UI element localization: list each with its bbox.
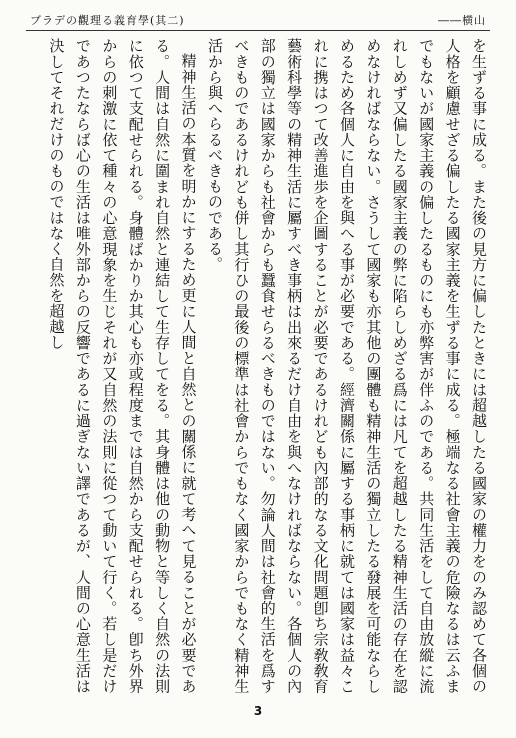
running-header-author: ――横山 xyxy=(438,14,486,27)
page-number: 3 xyxy=(253,704,263,718)
running-header-title: ブラデの觀理る義育學(其二) xyxy=(30,14,185,27)
paragraph-2: 精神生活の本質を明かにするため更に人間と自然との關係に就て考へて見ることが必要である。人間は自然に圍まれ自然と連結して生存してをる。其身體は他の動物と等しく自然の法則に依つて支配せられる。身體ばかりか其心も亦或程度までは自然から支配せられる。卽ち外界からの刺激に依て種々の心意現象を生じそれが又自然の法則に從つて動いて行く。若し是だけであつたならば心の生活は唯外部からの反響であるに過ぎない譯であるが、人間の心意生活は決してそれだけのものではなく自然を超越し xyxy=(47,38,198,694)
running-header xyxy=(30,12,486,28)
paragraph-1: を生ずる事に成る。また後の見方に偏したときには超越したる國家の權力をのみ認めて各個の人格を顧慮せざる偏したる國家主義を生ずる事に成る。極端なる社會主義の危險なるは云ふまでもないが國家主義の偏したるものにも亦弊害が伴ふのである。共同生活をして自由放縱に流れしめず又偏したる國家主義の弊に陷らしめざる爲には凡てを超越したる精神生活の存在を認めなければならない。さうして國家も亦其他の團體も精神生活の獨立したる發展を可能ならしめるため各個人に自由を與へる事が必要である。經濟關係に屬する事柄に就ては國家は益々これに携はつて改善進歩を企圖することが必要であるけれども內部的なる文化問題卽ち宗敎敎育藝術科學等の精神生活に屬すべき事柄は出來るだけ自由を與へなければならない。各個人の內部の獨立は國家からも社會からも蠶食せらるべきものではない。勿論人間は社會的生活を爲すべきものであるけれども併し其行ひの最後の標準は社會からでもなく國家からでもなく精神生活から與へらるべきものである。 xyxy=(205,38,488,694)
vertical-body-text xyxy=(22,38,492,694)
header-rule xyxy=(26,30,490,31)
